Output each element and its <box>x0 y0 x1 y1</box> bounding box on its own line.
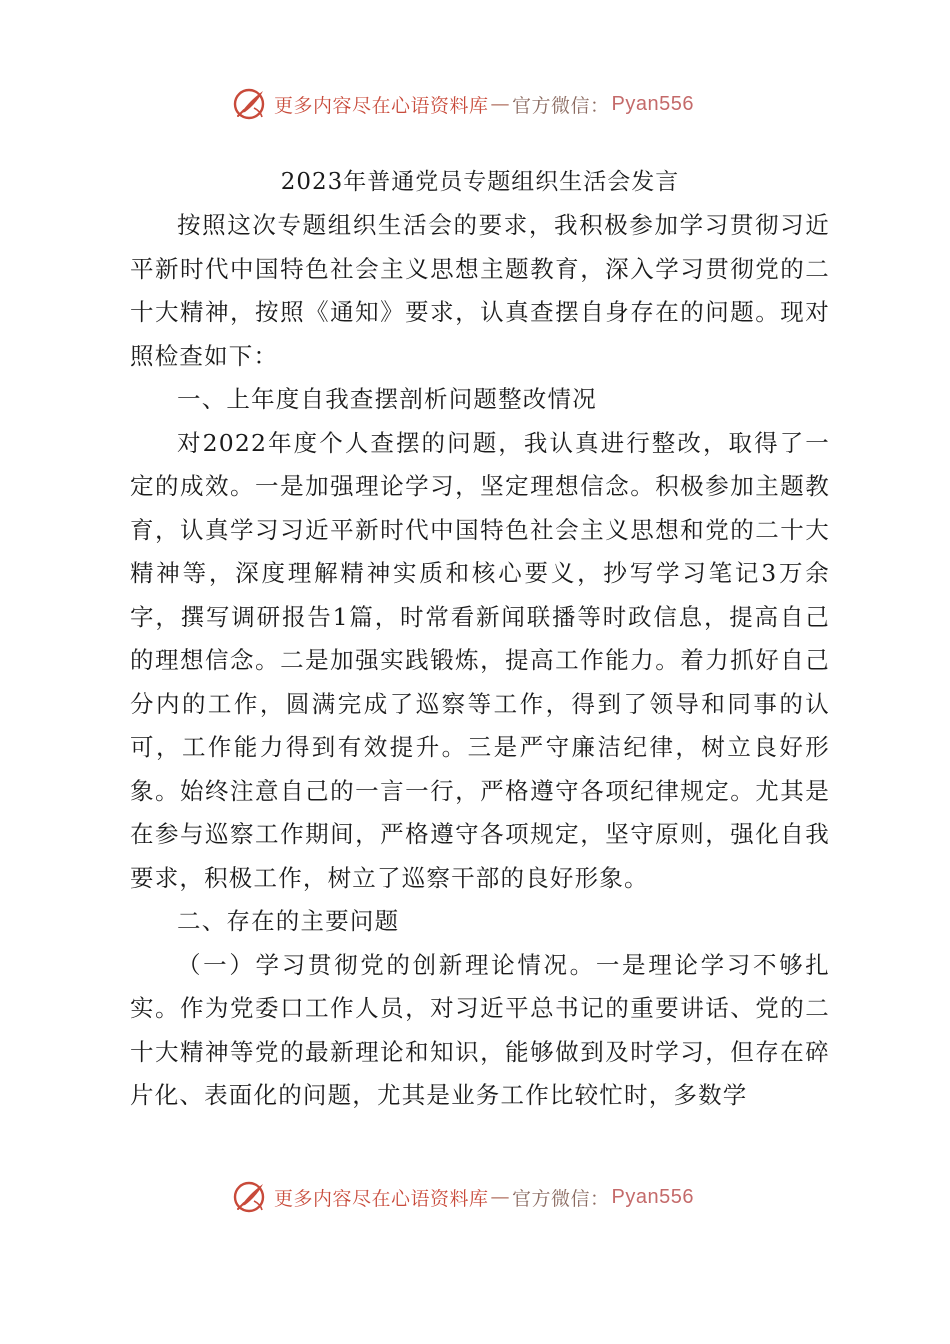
document-body <box>130 160 830 1118</box>
section-1-paragraph: 对2022年度个人查摆的问题，我认真进行整改，取得了一定的成效。一是加强理论学习，坚定理想信念。积极参加主题教育，认真学习习近平新时代中国特色社会主义思想和党的二十大精神等，深度理解精神实质和核心要义，抄写学习笔记3万余字，撰写调研报告1篇，时常看新闻联播等时政信息，提高自己的理想信念。二是加强实践锻炼，提高工作能力。着力抓好自己分内的工作，圆满完成了巡察等工作，得到了领导和同事的认可，工作能力得到有效提升。三是严守廉洁纪律，树立良好形象。始终注意自己的一言一行，严格遵守各项纪律规定。尤其是在参与巡察工作期间，严格遵守各项规定，坚守原则，强化自我要求，积极工作，树立了巡察干部的良好形象。 <box>130 428 830 892</box>
banner-wechat-id: Pyan556 <box>611 1185 694 1208</box>
banner-separator: — <box>490 1186 511 1208</box>
document-title: 2023年普通党员专题组织生活会发言 <box>280 169 680 195</box>
section-2-paragraph: （一）学习贯彻党的创新理论情况。一是理论学习不够扎实。作为党委口工作人员，对习近平总书记的重要讲话、党的二十大精神等党的最新理论和知识，能够做到及时学习，但存在碎片化、表面化的问题，尤其是业务工作比较忙时，多数学 <box>130 950 830 1109</box>
banner-slogan: 更多内容尽在心语资料库 <box>274 94 489 117</box>
section-heading-1: 一、上年度自我查摆剖析问题整改情况 <box>177 385 597 413</box>
banner-slogan: 更多内容尽在心语资料库 <box>274 1187 489 1210</box>
banner-separator: — <box>490 93 511 115</box>
banner-wechat-id: Pyan556 <box>611 92 694 115</box>
quill-logo-icon <box>232 1179 268 1215</box>
intro-paragraph: 按照这次专题组织生活会的要求，我积极参加学习贯彻习近平新时代中国特色社会主义思想主题教育，深入学习贯彻党的二十大精神，按照《通知》要求，认真查摆自身存在的问题。现对照检查如下： <box>130 211 830 370</box>
section-heading-2: 二、存在的主要问题 <box>177 907 400 935</box>
banner-wechat-label: 官方微信： <box>512 1187 610 1210</box>
banner-wechat-label: 官方微信： <box>512 94 610 117</box>
header-watermark-banner <box>232 84 694 124</box>
footer-watermark-banner <box>232 1177 694 1217</box>
quill-logo-icon <box>232 86 268 122</box>
